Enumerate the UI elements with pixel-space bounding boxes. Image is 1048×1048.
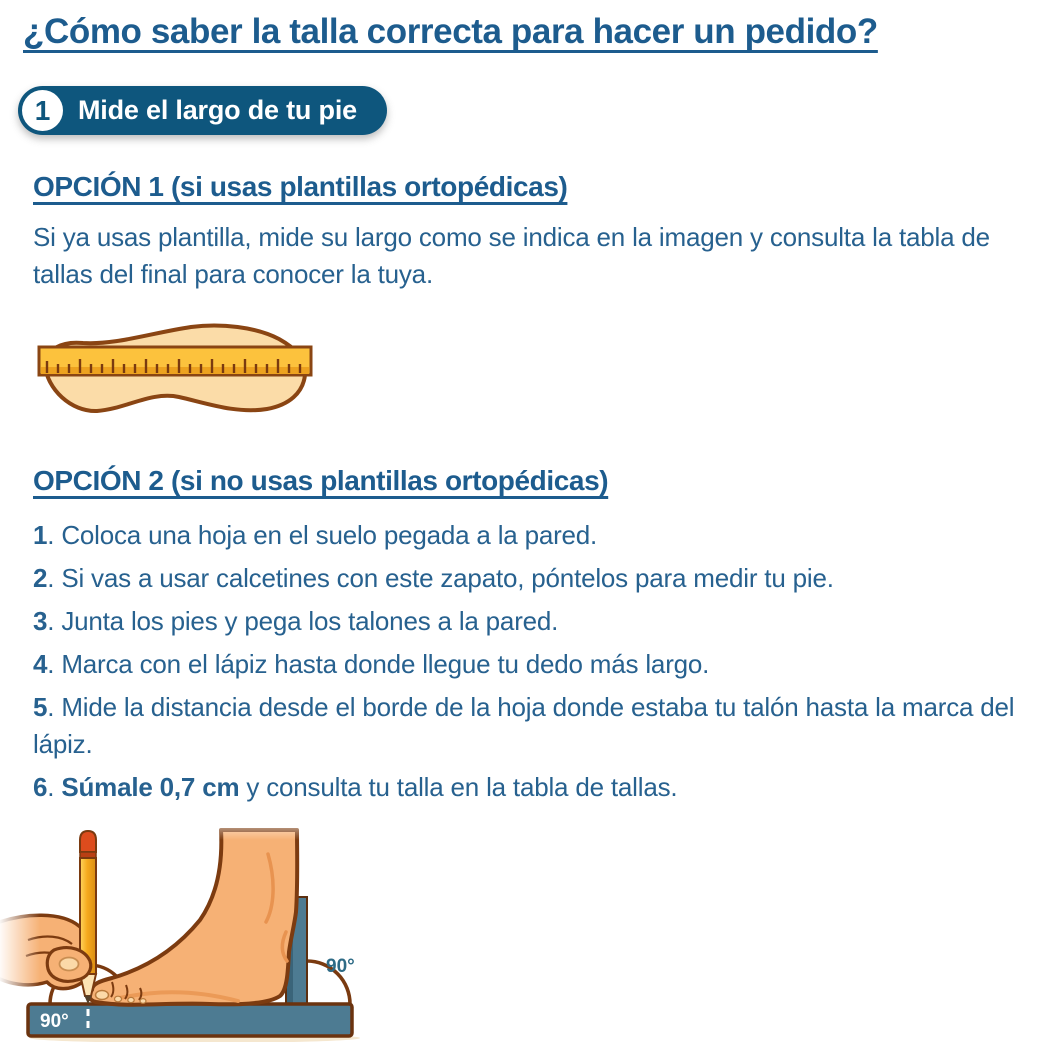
right-angle-label: 90° [326,956,355,977]
ruler [39,347,311,375]
step-badge-label: Mide el largo de tu pie [78,95,357,125]
hand-fade [0,907,40,992]
leg-fade [205,812,310,840]
option-1-heading: OPCIÓN 1 (si usas plantillas ortopédicas) [33,171,568,202]
step-1-badge [18,86,387,135]
option-1-paragraph: Si ya usas plantilla, mide su largo como se indica en la imagen y consulta la tabla de tallas del final para conocer la tuya. [33,222,990,289]
foot [89,830,297,1005]
step-item-1: 1. Coloca una hoja en el suelo pegada a la pared. [33,520,598,550]
step-item-6: 6. Súmale 0,7 cm y consulta tu talla en la tabla de tallas. [33,772,678,802]
base-board [28,1004,352,1036]
step-number-circle: 1 [22,90,63,131]
option-2-heading: OPCIÓN 2 (si no usas plantillas ortopédicas) [33,465,609,496]
thumb [47,948,91,982]
insole-ruler-illustration [31,317,321,439]
foot-measuring-illustration [0,812,400,1042]
step-item-4: 4. Marca con el lápiz hasta donde llegue tu dedo más largo. [33,649,710,679]
step-item-3: 3. Junta los pies y pega los talones a la pared. [33,606,559,636]
thumbnail [60,958,79,971]
step-item-5: 5. Mide la distancia desde el borde de la hoja donde estaba tu talón hasta la marca del lápiz. [33,692,1015,759]
page-title: ¿Cómo saber la talla correcta para hacer un pedido? [23,12,878,51]
left-angle-label: 90° [40,1011,69,1032]
step-item-2: 2. Si vas a usar calcetines con este zapato, póntelos para medir tu pie. [33,563,834,593]
option-2-steps [33,517,1028,806]
